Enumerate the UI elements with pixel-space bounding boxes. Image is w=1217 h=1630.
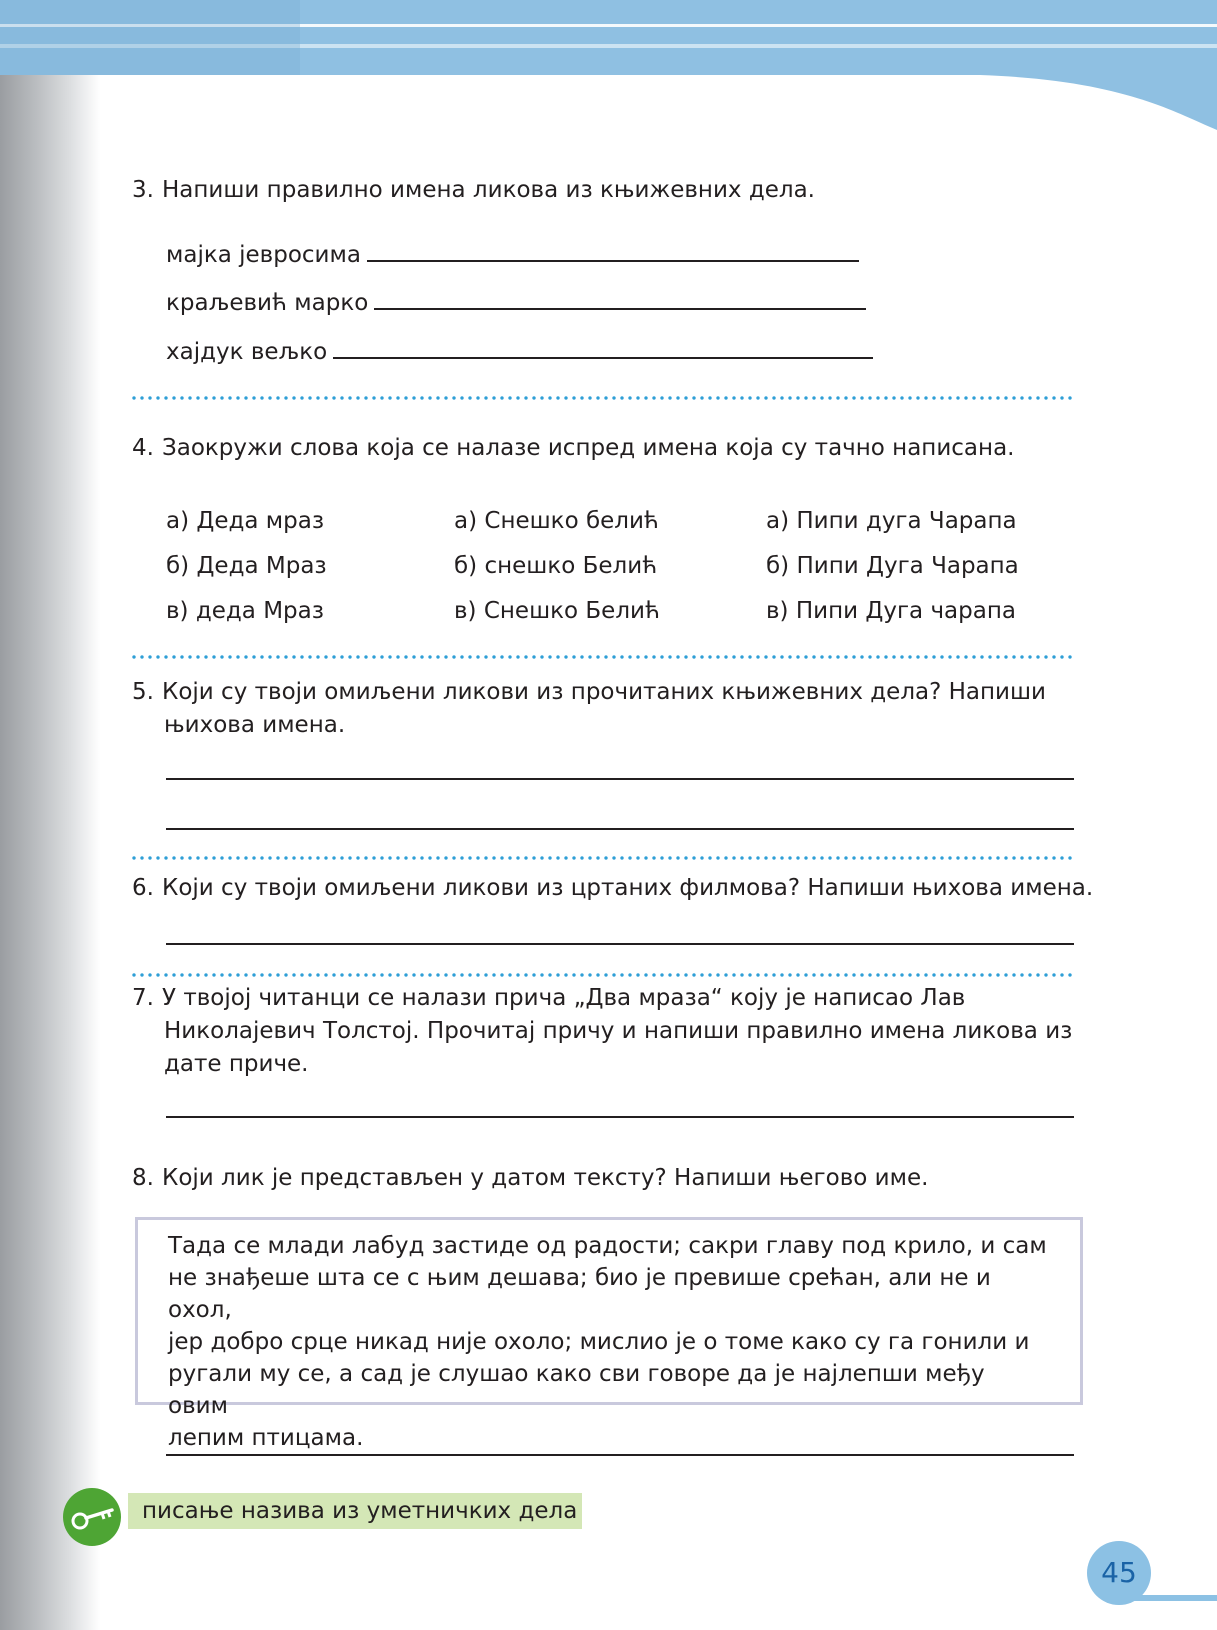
fill-label: хајдук вељко <box>166 339 328 365</box>
answer-line-q6[interactable] <box>166 943 1074 945</box>
passage-line: ругали му се, а сад је слушао како сви говоре да је најлепши међу овим <box>168 1361 985 1419</box>
passage-line: јер добро срце никад није охоло; мислио је о томе како су га гонили и <box>168 1329 1030 1355</box>
question-text: Који су твоји омиљени ликови из цртаних филмова? Напиши њихова имена. <box>162 875 1094 901</box>
question-text-line1: У твојој читанци се налази прича „Два мраза“ коју је написао Лав <box>162 985 966 1011</box>
question-number: 8. <box>132 1165 154 1191</box>
question-5 <box>132 676 1046 742</box>
question-number: 6. <box>132 875 154 901</box>
question-number: 7. <box>132 985 154 1011</box>
passage-line: лепим птицама. <box>168 1425 364 1451</box>
answer-line[interactable] <box>374 308 866 310</box>
fill-row-2 <box>166 284 866 316</box>
answer-line-q7[interactable] <box>166 1116 1074 1118</box>
question-text-line1: Који су твоји омиљени ликови из прочитаних књижевних дела? Напиши <box>162 679 1046 705</box>
option-col3-a[interactable]: а) Пипи дуга Чарапа <box>766 508 1017 534</box>
page-number-rule <box>1110 1595 1217 1601</box>
passage-line: Тада се млади лабуд застиде од радости; сакри главу под крило, и сам <box>168 1233 1047 1259</box>
option-col1-c[interactable]: в) деда Мраз <box>166 598 324 624</box>
skill-label: писање назива из уметничких дела <box>128 1493 582 1529</box>
answer-line-q8[interactable] <box>166 1454 1074 1456</box>
answer-line[interactable] <box>333 357 873 359</box>
question-text: Који лик је представљен у датом тексту? Напиши његово име. <box>162 1165 929 1191</box>
option-col3-b[interactable]: б) Пипи Дуга Чарапа <box>766 553 1019 579</box>
question-text-line3: дате приче. <box>164 1051 309 1077</box>
passage-line: не знађеше шта се с њим дешава; био је превише срећан, али не и охол, <box>168 1265 991 1323</box>
fill-label: краљевић марко <box>166 290 369 316</box>
question-number: 5. <box>132 679 154 705</box>
question-3 <box>132 174 815 207</box>
option-col2-b[interactable]: б) снешко Белић <box>454 553 658 579</box>
header-decoration <box>0 0 1217 130</box>
question-6 <box>132 872 1093 905</box>
question-text-line2: Николајевич Толстој. Прочитај причу и напиши правилно имена ликова из <box>164 1018 1073 1044</box>
fill-label: мајка јевросима <box>166 242 361 268</box>
dotted-divider <box>130 856 1076 860</box>
question-text: Напиши правилно имена ликова из књижевних дела. <box>162 177 815 203</box>
answer-line[interactable] <box>367 260 859 262</box>
dotted-divider <box>130 655 1076 659</box>
option-col2-c[interactable]: в) Снешко Белић <box>454 598 660 624</box>
answer-line-q5-1[interactable] <box>166 778 1074 780</box>
dotted-divider <box>130 973 1076 977</box>
page-number: 45 <box>1087 1541 1151 1605</box>
reading-passage-box <box>135 1217 1083 1451</box>
question-number: 3. <box>132 177 154 203</box>
key-icon <box>62 1487 122 1547</box>
fill-row-1 <box>166 236 859 268</box>
fill-row-3 <box>166 333 873 365</box>
question-8 <box>132 1162 928 1195</box>
question-text-line2: њихова имена. <box>164 712 346 738</box>
question-7 <box>132 982 1072 1081</box>
option-col3-c[interactable]: в) Пипи Дуга чарапа <box>766 598 1016 624</box>
answer-line-q5-2[interactable] <box>166 828 1074 830</box>
option-col1-a[interactable]: а) Деда мраз <box>166 508 325 534</box>
question-number: 4. <box>132 435 154 461</box>
option-col1-b[interactable]: б) Деда Мраз <box>166 553 327 579</box>
question-4 <box>132 432 1014 465</box>
question-text: Заокружи слова која се налазе испред имена која су тачно написана. <box>162 435 1015 461</box>
option-col2-a[interactable]: а) Снешко белић <box>454 508 659 534</box>
dotted-divider <box>130 396 1076 400</box>
page-spine-shading <box>0 0 100 1630</box>
